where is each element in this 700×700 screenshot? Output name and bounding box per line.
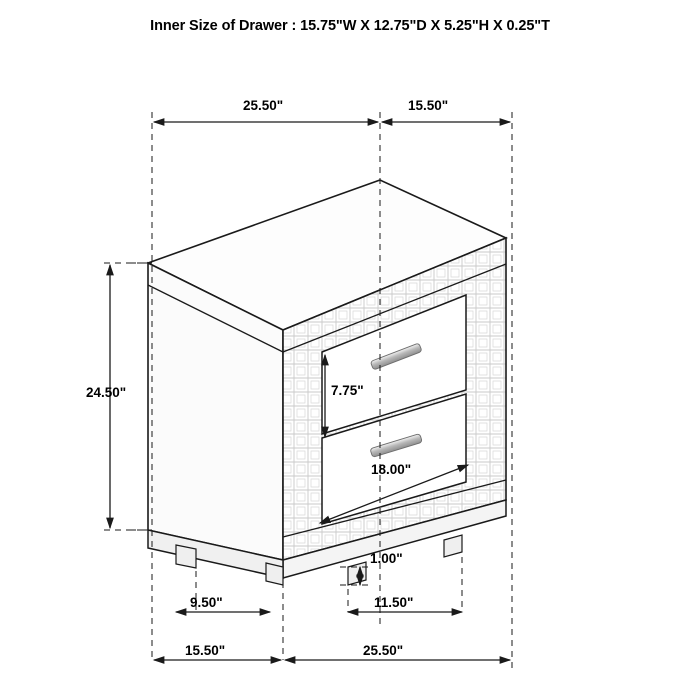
dim-label-bottom-mid-small: 11.50" — [374, 595, 414, 610]
dim-label-bottom-left: 15.50" — [185, 643, 226, 658]
dim-label-bottom-right: 25.50" — [363, 643, 404, 658]
dim-label-height: 24.50" — [86, 385, 127, 400]
dim-label-drawer-height: 7.75" — [331, 383, 364, 398]
page-title: Inner Size of Drawer : 15.75"W X 12.75"D X 5.25"H X 0.25"T — [150, 18, 550, 34]
dim-label-top-right: 15.50" — [408, 98, 449, 113]
dim-label-top-left: 25.50" — [243, 98, 284, 113]
dim-label-leg-height: 1.00" — [370, 551, 403, 566]
dim-label-bottom-left-small: 9.50" — [190, 595, 223, 610]
dim-label-drawer-width: 18.00" — [371, 462, 412, 477]
